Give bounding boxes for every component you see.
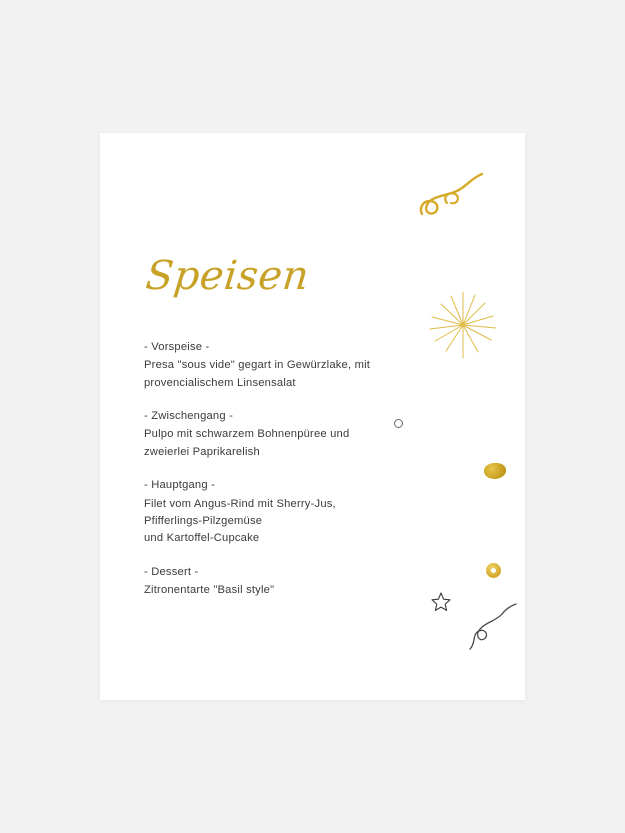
course-line: Zitronentarte "Basil style" [144, 583, 275, 596]
course-line: Presa "sous vide" gegart in Gewürzlake, mit [144, 359, 371, 372]
course-line: Pfifferlings-Pilzgemüse [144, 514, 263, 527]
course-block-hauptgang [144, 477, 444, 547]
course-block-vorspeise [144, 339, 444, 392]
page-title: Speisen [143, 253, 312, 299]
course-line: und Kartoffel-Cupcake [144, 532, 260, 545]
course-heading: - Hauptgang - [144, 479, 216, 492]
gold-swirl-icon [416, 168, 486, 228]
course-line: zweierlei Paprikarelish [144, 445, 260, 458]
dark-swirl-icon [466, 601, 520, 653]
course-line: provencialischem Linsensalat [144, 376, 296, 389]
gold-confetti-blob-icon [484, 463, 506, 479]
course-heading: - Dessert - [144, 565, 199, 578]
course-heading: - Zwischengang - [144, 410, 234, 423]
menu-list [144, 339, 444, 615]
course-block-zwischengang [144, 408, 444, 461]
gold-dot-ring-icon [486, 563, 501, 578]
course-line: Filet vom Angus-Rind mit Sherry-Jus, [144, 497, 336, 510]
menu-card [100, 133, 525, 700]
course-block-dessert [144, 564, 444, 600]
course-heading: - Vorspeise - [144, 341, 210, 353]
course-line: Pulpo mit schwarzem Bohnenpüree und [144, 428, 350, 441]
